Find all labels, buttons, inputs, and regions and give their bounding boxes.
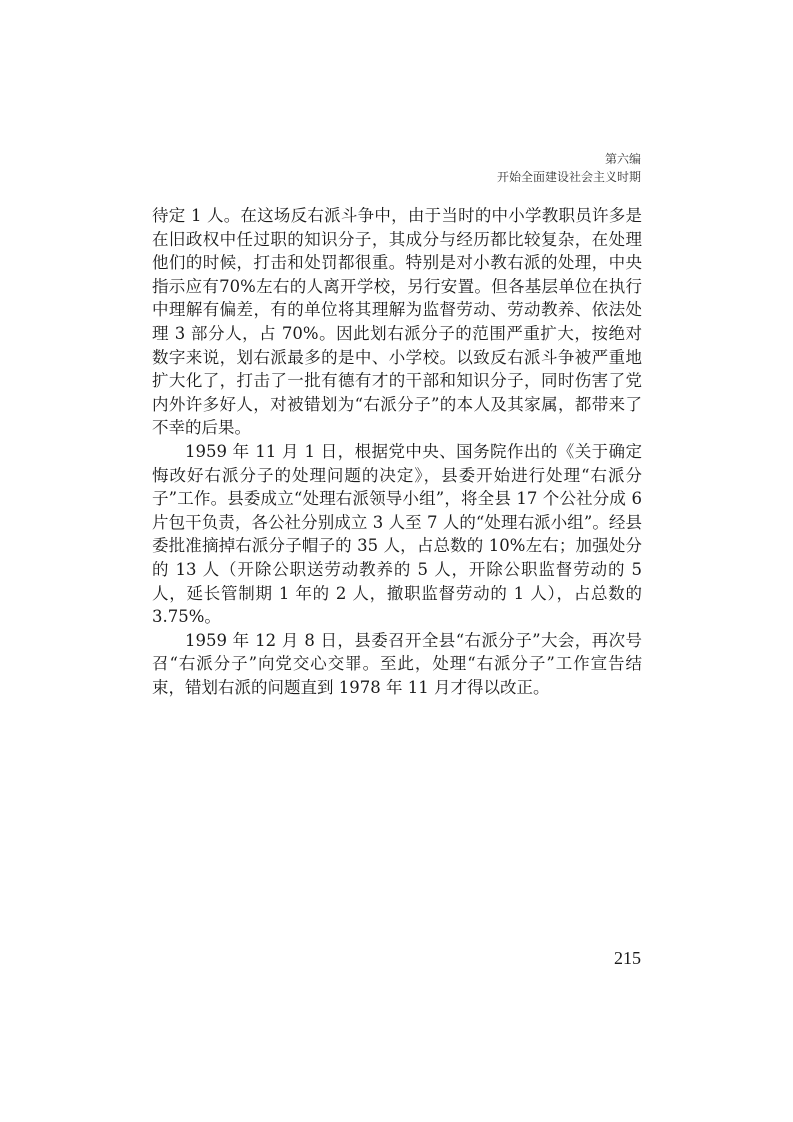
paragraph-1: 待定 1 人。在这场反右派斗争中，由于当时的中小学教职员许多是在旧政权中任过职的知识分子，其成分与经历都比较复杂，在处理他们的时候，打击和处罚都很重。特别是对小教右派的处理，中央指示应有70%左右的人离开学校，另行安置。但各基层单位在执行中理解有偏差，有的单位将其理解为监督劳动、劳动教养、依法处理 3 部分人，占 70%。因此划右派分子的范围严重扩大，按绝对数字来说，划右派最多的是中、小学校。以致反右派斗争被严重地扩大化了，打击了一批有德有才的干部和知识分子，同时伤害了党内外许多好人，对被错划为“右派分子”的本人及其家属，都带来了不幸的后果。 [152, 206, 642, 438]
running-head [497, 150, 641, 186]
running-head-part: 第六编 [604, 152, 641, 166]
page-number: 215 [614, 948, 641, 968]
running-head-title: 开始全面建设社会主义时期 [496, 170, 641, 184]
body-text [152, 204, 642, 699]
paragraph-2: 1959 年 11 月 1 日，根据党中央、国务院作出的《关于确定悔改好右派分子的处理问题的决定》，县委开始进行处理“右派分子”工作。县委成立“处理右派领导小组”，将全县 17 个公社分成 6 片包干负责，各公社分别成立 3 人至 7 人的“处理右派小组”。经县委批准摘掉右派分子帽子的 35 人，占总数的 10%左右；加强处分的 13 人（开除公职送劳动教养的 5 人，开除公职监督劳动的 5 人，延长管制期 1 年的 2 人，撤职监督劳动的 1 人），占总数的 3.75%。 [152, 441, 642, 627]
paragraph-3: 1959 年 12 月 8 日，县委召开全县“右派分子”大会，再次号召“右派分子”向党交心交罪。至此，处理“右派分子”工作宣告结束，错划右派的问题直到 1978 年 11 月才得以改正。 [152, 630, 642, 697]
